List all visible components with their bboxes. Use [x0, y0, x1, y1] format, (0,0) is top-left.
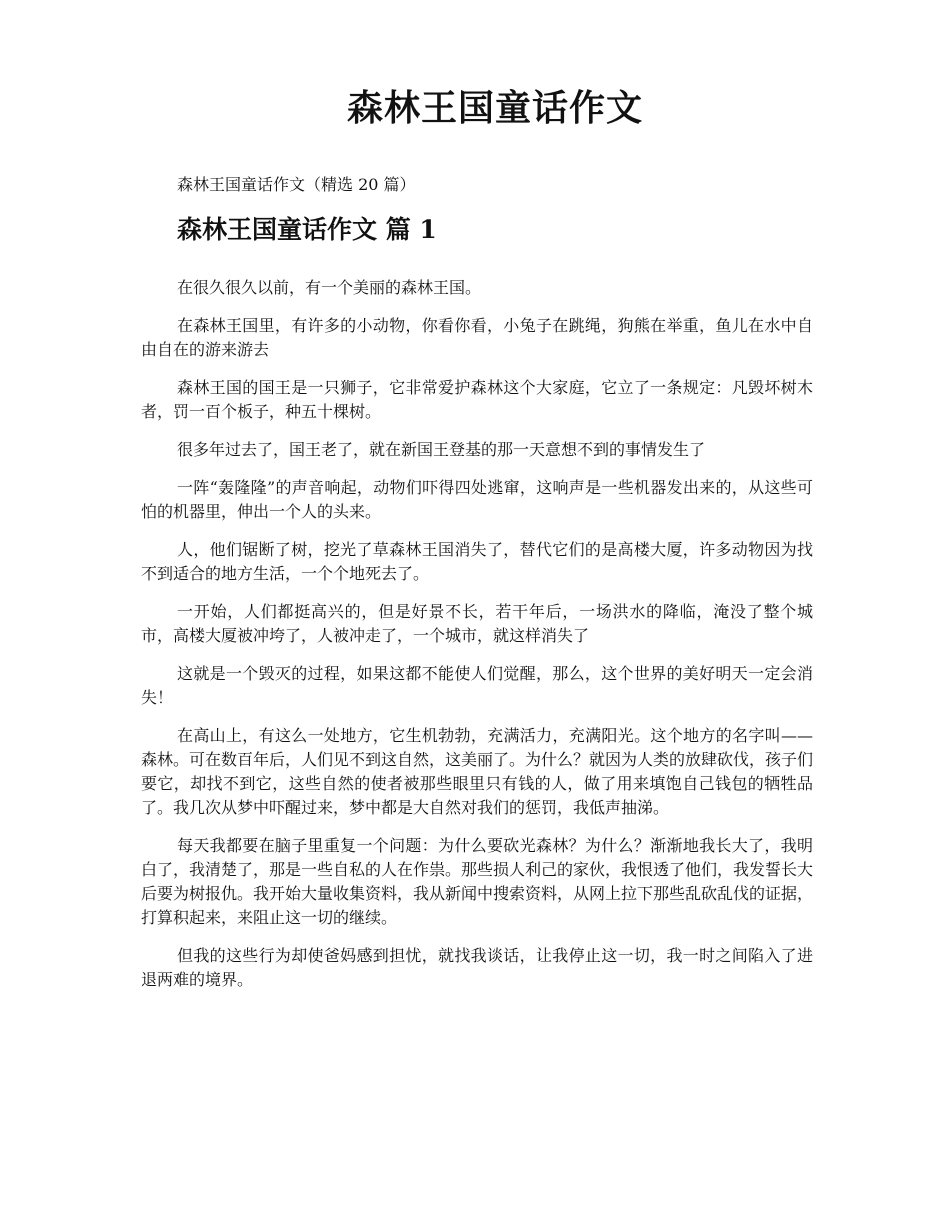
paragraph: 森林王国的国王是一只狮子，它非常爱护森林这个大家庭，它立了一条规定：凡毁坏树木者，罚一百个板子，种五十棵树。	[141, 378, 813, 421]
document-title: 森林王国童话作文	[346, 87, 643, 129]
paragraph: 一阵“轰隆隆”的声音响起，动物们吓得四处逃窜，这响声是一些机器发出来的，从这些可怕的机器里，伸出一个人的头来。	[141, 478, 813, 521]
body-text	[141, 276, 813, 1006]
paragraph: 在森林王国里，有许多的小动物，你看你看，小兔子在跳绳，狗熊在举重，鱼儿在水中自由自在的游来游去	[141, 316, 813, 359]
paragraph: 人，他们锯断了树，挖光了草森林王国消失了，替代它们的是高楼大厦，许多动物因为找不到适合的地方生活，一个个地死去了。	[141, 540, 813, 583]
paragraph: 在很久很久以前，有一个美丽的森林王国。	[177, 278, 482, 297]
paragraph: 但我的这些行为却使爸妈感到担忧，就找我谈话，让我停止这一切，我一时之间陷入了进退两难的境界。	[141, 946, 813, 989]
paragraph: 这就是一个毁灭的过程，如果这都不能使人们觉醒，那么，这个世界的美好明天一定会消失！	[141, 664, 813, 707]
paragraph: 在高山上，有这么一处地方，它生机勃勃，充满活力，充满阳光。这个地方的名字叫——森林。可在数百年后，人们见不到这自然，这美丽了。为什么？就因为人类的放肆砍伐，孩子们要它，却找不到它，这些自然的使者被那些眼里只有钱的人，做了用来填饱自己钱包的牺牲品了。我几次从梦中吓醒过来，梦中都是大自然对我们的惩罚，我低声抽涕。	[141, 726, 814, 817]
document-subtitle: 森林王国童话作文（精选 20 篇）	[177, 175, 416, 194]
paragraph: 每天我都要在脑子里重复一个问题：为什么要砍光森林？为什么？渐渐地我长大了，我明白了，我清楚了，那是一些自私的人在作祟。那些损人利己的家伙，我恨透了他们，我发誓长大后要为树报仇。我开始大量收集资料，我从新闻中搜索资料，从网上拉下那些乱砍乱伐的证据，打算积起来，来阻止这一切的继续。	[141, 836, 814, 927]
section-heading: 森林王国童话作文 篇 1	[177, 215, 437, 244]
paragraph: 一开始，人们都挺高兴的，但是好景不长，若干年后，一场洪水的降临，淹没了整个城市，高楼大厦被冲垮了，人被冲走了，一个城市，就这样消失了	[141, 602, 813, 645]
paragraph: 很多年过去了，国王老了，就在新国王登基的那一天意想不到的事情发生了	[177, 440, 706, 459]
